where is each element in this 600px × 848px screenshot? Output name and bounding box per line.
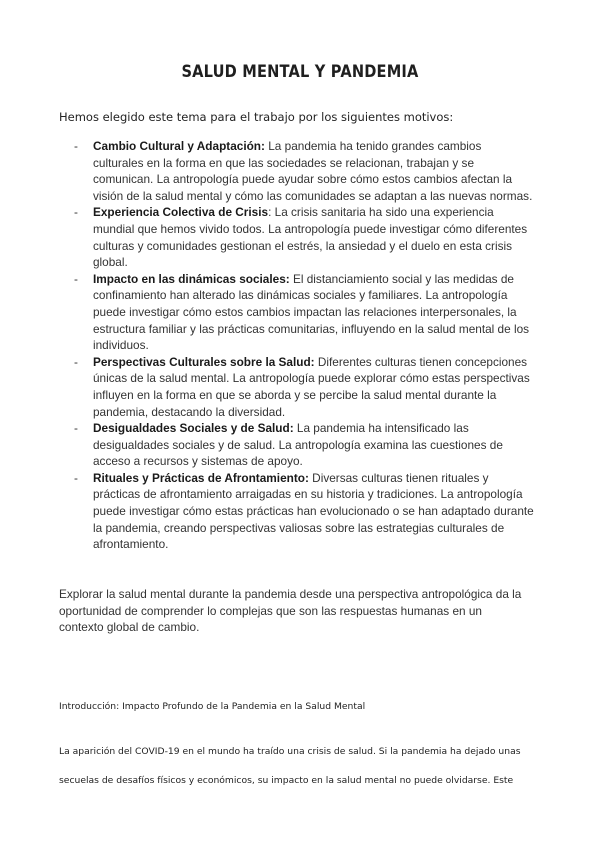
- list-item-heading: Rituales y Prácticas de Afrontamiento:: [93, 470, 309, 485]
- list-item-text: La pandemia ha tenido grandes cambios culturales en la forma en que las sociedades se relacionan, trabajan y se comunican. La antropología puede ayudar sobre cómo estos cambios afectan la visión de la salud mental y cómo las comunidades se adaptan a las nuevas normas.: [93, 139, 533, 203]
- list-item: [74, 420, 534, 470]
- list-item-heading: Cambio Cultural y Adaptación:: [93, 139, 265, 153]
- list-item: [74, 470, 534, 553]
- list-item: [74, 204, 534, 270]
- list-item-heading: Impacto en las dinámicas sociales:: [93, 271, 290, 286]
- bullet-marker: -: [74, 470, 78, 485]
- reasons-list: [74, 138, 534, 553]
- intro-paragraph: Hemos elegido este tema para el trabajo por los siguientes motivos:: [59, 110, 454, 124]
- list-item-text: Diferentes culturas tienen concepciones únicas de la salud mental. La antropología puede explorar cómo estas perspectivas influyen en la forma en que se aborda y se percibe la salud mental durante la pandemia, destacando la diversidad.: [93, 354, 530, 419]
- list-item: [74, 271, 534, 354]
- bullet-marker: -: [74, 205, 78, 220]
- page-title: SALUD MENTAL Y PANDEMIA: [181, 62, 419, 82]
- list-item: [74, 138, 534, 204]
- bullet-marker: -: [74, 354, 78, 369]
- list-item-heading: Desigualdades Sociales y de Salud:: [93, 421, 294, 436]
- list-item-heading: Experiencia Colectiva de Crisis: [93, 205, 269, 220]
- list-item: [74, 354, 534, 420]
- list-item-text: Diversas culturas tienen rituales y prácticas de afrontamiento arraigadas en su historia y tradiciones. La antropología puede investigar cómo estas prácticas han evolucionado o se han adaptado durante la pandemia, creando perspectivas valiosas sobre las estrategias culturales de afrontamiento.: [93, 470, 534, 552]
- section-heading: Introducción: Impacto Profundo de la Pandemia en la Salud Mental: [59, 701, 366, 712]
- bullet-marker: -: [74, 421, 78, 436]
- list-item-text: El distanciamiento social y las medidas de confinamiento han alterado las dinámicas sociales y familiares. La antropología puede investigar cómo estos cambios impactan las relaciones interpersonales, la estructura familiar y las prácticas comunitarias, influyendo en la salud mental de los individuos.: [93, 271, 530, 353]
- bullet-marker: -: [74, 271, 78, 286]
- closing-paragraph: Explorar la salud mental durante la pandemia desde una perspectiva antropológica da la oportunidad de comprender lo complejas que son las respuestas humanas en un contexto global de cambio.: [59, 587, 522, 635]
- list-item-text: La pandemia ha intensificado las desigualdades sociales y de salud. La antropología examina las cuestiones de acceso a recursos y sistemas de apoyo.: [93, 421, 503, 469]
- list-item-text: : La crisis sanitaria ha sido una experiencia mundial que hemos vivido todos. La antropología puede investigar cómo diferentes culturas y comunidades gestionan el estrés, la ansiedad y el duelo en esta crisis global.: [93, 205, 528, 270]
- bullet-marker: -: [74, 139, 78, 153]
- section-body: La aparición del COVID-19 en el mundo ha traído una crisis de salud. Si la pandemia ha dejado unas secuelas de desafíos físicos y económicos, su impacto en la salud mental no puede olvidarse. Este: [59, 746, 521, 786]
- list-item-heading: Perspectivas Culturales sobre la Salud:: [93, 354, 315, 369]
